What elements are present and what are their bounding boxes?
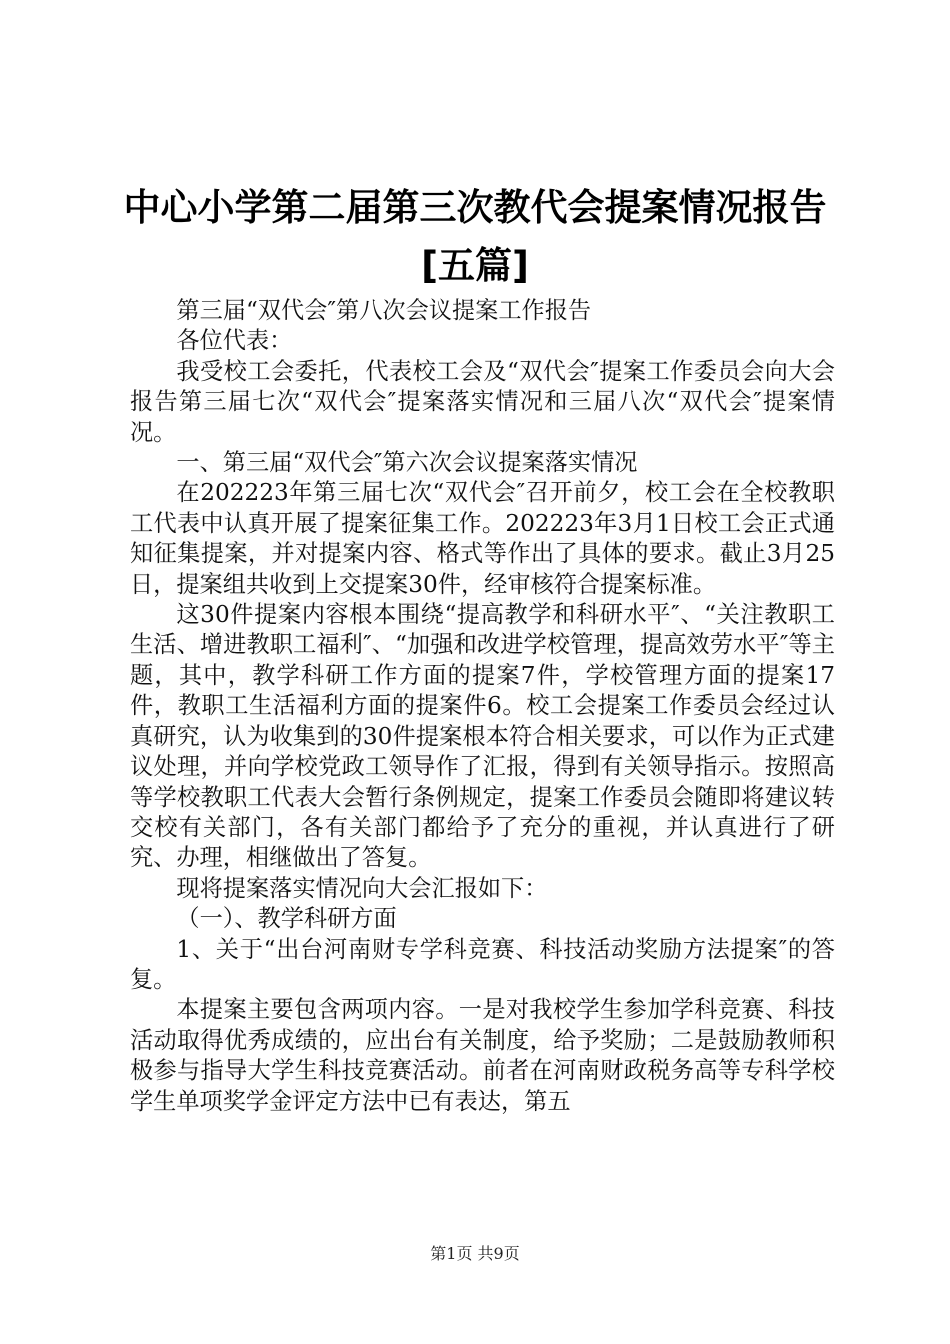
item-heading-1: 1、关于“出台河南财专学科竞赛、科技活动奖励方法提案″的答复。 [130,935,835,993]
paragraph-salutation: 各位代表： [176,327,293,355]
paragraph-report-lead: 现将提案落实情况向大会汇报如下： [176,874,548,902]
section-heading-1: 一、第三届“双代会″第六次会议提案落实情况 [176,449,638,477]
document-body [130,296,835,1117]
paragraph-intro: 我受校工会委托，代表校工会及“双代会″提案工作委员会向大会报告第三届七次“双代会″提案落实情况和三届八次“双代会″提案情况。 [130,357,835,446]
page-footer: 第1页 共9页 [430,1244,520,1263]
paragraph-item-1-detail: 本提案主要包含两项内容。一是对我校学生参加学科竞赛、科技活动取得优秀成绩的，应出台有关制度，给予奖励；二是鼓励教师积极参与指导大学生科技竞赛活动。前者在河南财政税务高等专科学校学生单项奖学金评定方法中已有表达，第五 [130,996,835,1115]
paragraph-collection: 在202223年第三届七次“双代会″召开前夕，校工会在全校教职工代表中认真开展了提案征集工作。202223年3月1日校工会正式通知征集提案，并对提案内容、格式等作出了具体的要求。截止3月25日，提案组共收到上交提案30件，经审核符合提案标准。 [130,479,835,598]
document-title-suffix: [五篇] [421,244,529,287]
paragraph-report-heading: 第三届“双代会″第八次会议提案工作报告 [176,297,592,324]
subsection-heading-teaching: （一）、教学科研方面 [176,905,397,933]
paragraph-proposal-summary: 这30件提案内容根本围绕“提高教学和科研水平″、“关注教职工生活、增进教职工福利″、“加强和改进学校管理，提高效劳水平″等主题，其中，教学科研工作方面的提案7件，学校管理方面的提案17件，教职工生活福利方面的提案件6。校工会提案工作委员会经过认真研究，认为收集到的30件提案根本符合相关要求，可以作为正式建议处理，并向学校党政工领导作了汇报，得到有关领导指示。按照高等学校教职工代表大会暂行条例规定，提案工作委员会随即将建议转交校有关部门，各有关部门都给予了充分的重视，并认真进行了研究、办理，相继做出了答复。 [130,601,835,872]
document-title: 中心小学第二届第三次教代会提案情况报告 [123,186,827,229]
